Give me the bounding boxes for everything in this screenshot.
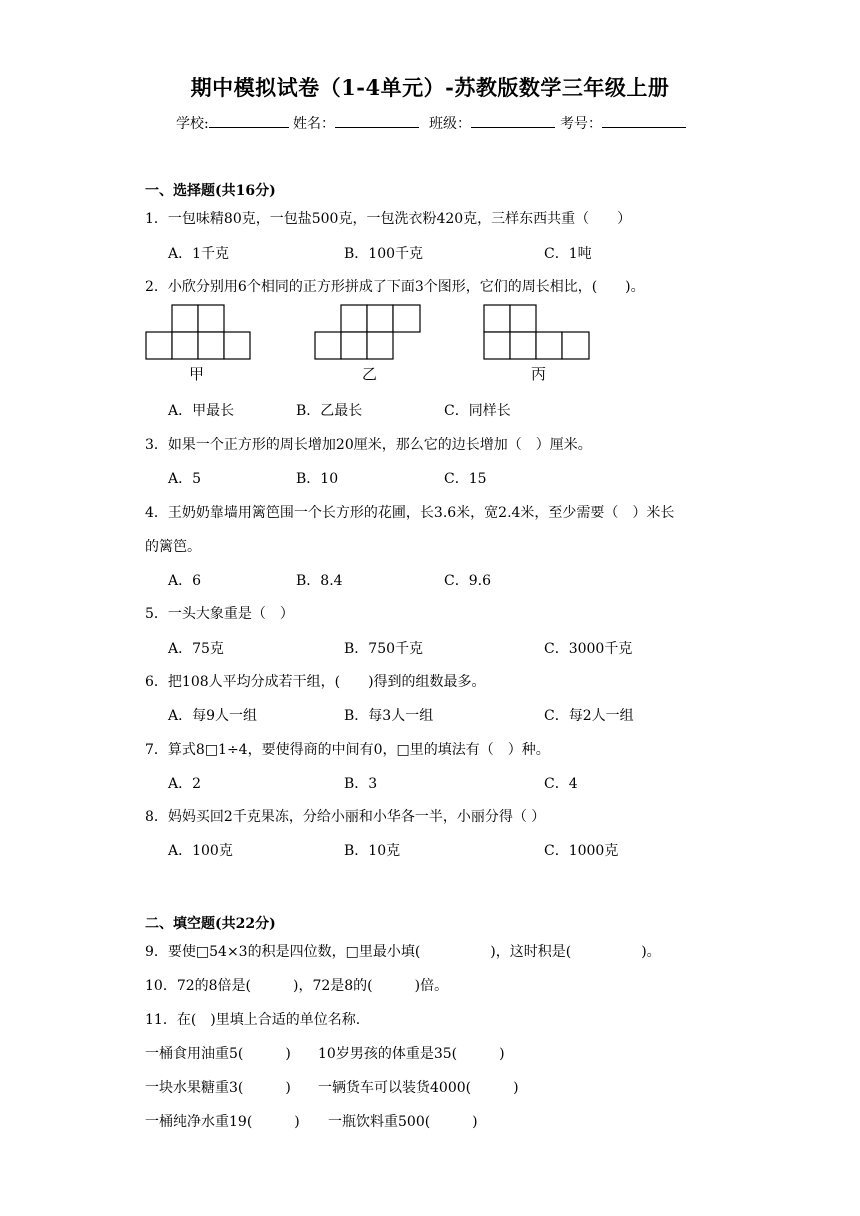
name-field[interactable]: 姓名： [293, 113, 419, 133]
q1-option-a[interactable]: A．1千克 [168, 246, 230, 262]
section-heading-fill-blank: 二、填空题(共22分) [145, 916, 276, 932]
q5-option-a[interactable]: A．75克 [168, 641, 224, 657]
q11-item-drink: 一瓶饮料重500( ) [328, 1114, 478, 1130]
q11-item-truck: 一辆货车可以装货4000( ) [318, 1080, 519, 1096]
q5-option-c[interactable]: C．3000千克 [544, 641, 633, 657]
figure-label-bing: 丙 [531, 365, 547, 383]
q6-option-c[interactable]: C．每2人一组 [544, 708, 634, 724]
q3-option-b[interactable]: B．10 [296, 471, 339, 487]
question-10: 10．72的8倍是( )，72是8的( )倍。 [145, 978, 449, 994]
q2-option-a[interactable]: A．甲最长 [168, 403, 235, 419]
exam-number-field[interactable]: 考号： [560, 113, 686, 133]
q11-item-oil: 一桶食用油重5( ) [145, 1046, 291, 1062]
q5-option-b[interactable]: B．750千克 [344, 641, 424, 657]
q7-option-a[interactable]: A．2 [168, 776, 202, 792]
q11-item-boy-weight: 10岁男孩的体重是35( ) [318, 1046, 505, 1062]
question-2: 2．小欣分别用6个相同的正方形拼成了下面3个图形，它们的周长相比，( )。 [145, 279, 645, 295]
question-4-line-1: 4．王奶奶靠墙用篱笆围一个长方形的花圃，长3.6米，宽2.4米，至少需要（ ）米长 [145, 505, 675, 521]
question-4-line-2: 的篱笆。 [145, 539, 201, 555]
q2-option-c[interactable]: C．同样长 [444, 403, 511, 419]
q8-option-c[interactable]: C．1000克 [544, 843, 619, 859]
class-field[interactable]: 班级： [429, 113, 555, 133]
figure-bing [483, 304, 593, 360]
section-heading-choice: 一、选择题(共16分) [145, 183, 276, 199]
question-6: 6．把108人平均分成若干组，( )得到的组数最多。 [145, 674, 486, 690]
q4-option-c[interactable]: C．9.6 [444, 573, 491, 589]
q11-item-water: 一桶纯净水重19( ) [145, 1114, 300, 1130]
question-3: 3．如果一个正方形的周长增加20厘米，那么它的边长增加（ ）厘米。 [145, 437, 592, 453]
figure-label-jia: 甲 [189, 365, 205, 383]
school-field[interactable]: 学校: [176, 113, 289, 133]
question-7: 7．算式8□1÷4，要使得商的中间有0，□里的填法有（ ）种。 [145, 742, 550, 758]
figure-jia [145, 304, 253, 360]
question-1: 1．一包味精80克，一包盐500克，一包洗衣粉420克，三样东西共重（ ） [145, 211, 632, 227]
question-11: 11．在( )里填上合适的单位名称. [145, 1012, 361, 1028]
q3-option-c[interactable]: C．15 [444, 471, 487, 487]
question-9: 9．要使□54×3的积是四位数，□里最小填( )，这时积是( )。 [145, 944, 661, 960]
question-5: 5．一头大象重是（ ） [145, 606, 294, 622]
q6-option-b[interactable]: B．每3人一组 [344, 708, 434, 724]
figure-yi [314, 304, 424, 360]
q7-option-c[interactable]: C．4 [544, 776, 578, 792]
q8-option-b[interactable]: B．10克 [344, 843, 401, 859]
q3-option-a[interactable]: A．5 [168, 471, 202, 487]
question-8: 8．妈妈买回2千克果冻，分给小丽和小华各一半，小丽分得（ ） [145, 809, 546, 825]
q2-option-b[interactable]: B．乙最长 [296, 403, 363, 419]
q7-option-b[interactable]: B．3 [344, 776, 378, 792]
q1-option-b[interactable]: B．100千克 [344, 246, 424, 262]
page-title: 期中模拟试卷（1-4单元）-苏教版数学三年级上册 [190, 75, 670, 100]
q11-item-candy: 一块水果糖重3( ) [145, 1080, 291, 1096]
figure-label-yi: 乙 [362, 365, 378, 383]
q1-option-c[interactable]: C．1吨 [544, 246, 592, 262]
q8-option-a[interactable]: A．100克 [168, 843, 233, 859]
q6-option-a[interactable]: A．每9人一组 [168, 708, 258, 724]
q4-option-b[interactable]: B．8.4 [296, 573, 343, 589]
q4-option-a[interactable]: A．6 [168, 573, 202, 589]
